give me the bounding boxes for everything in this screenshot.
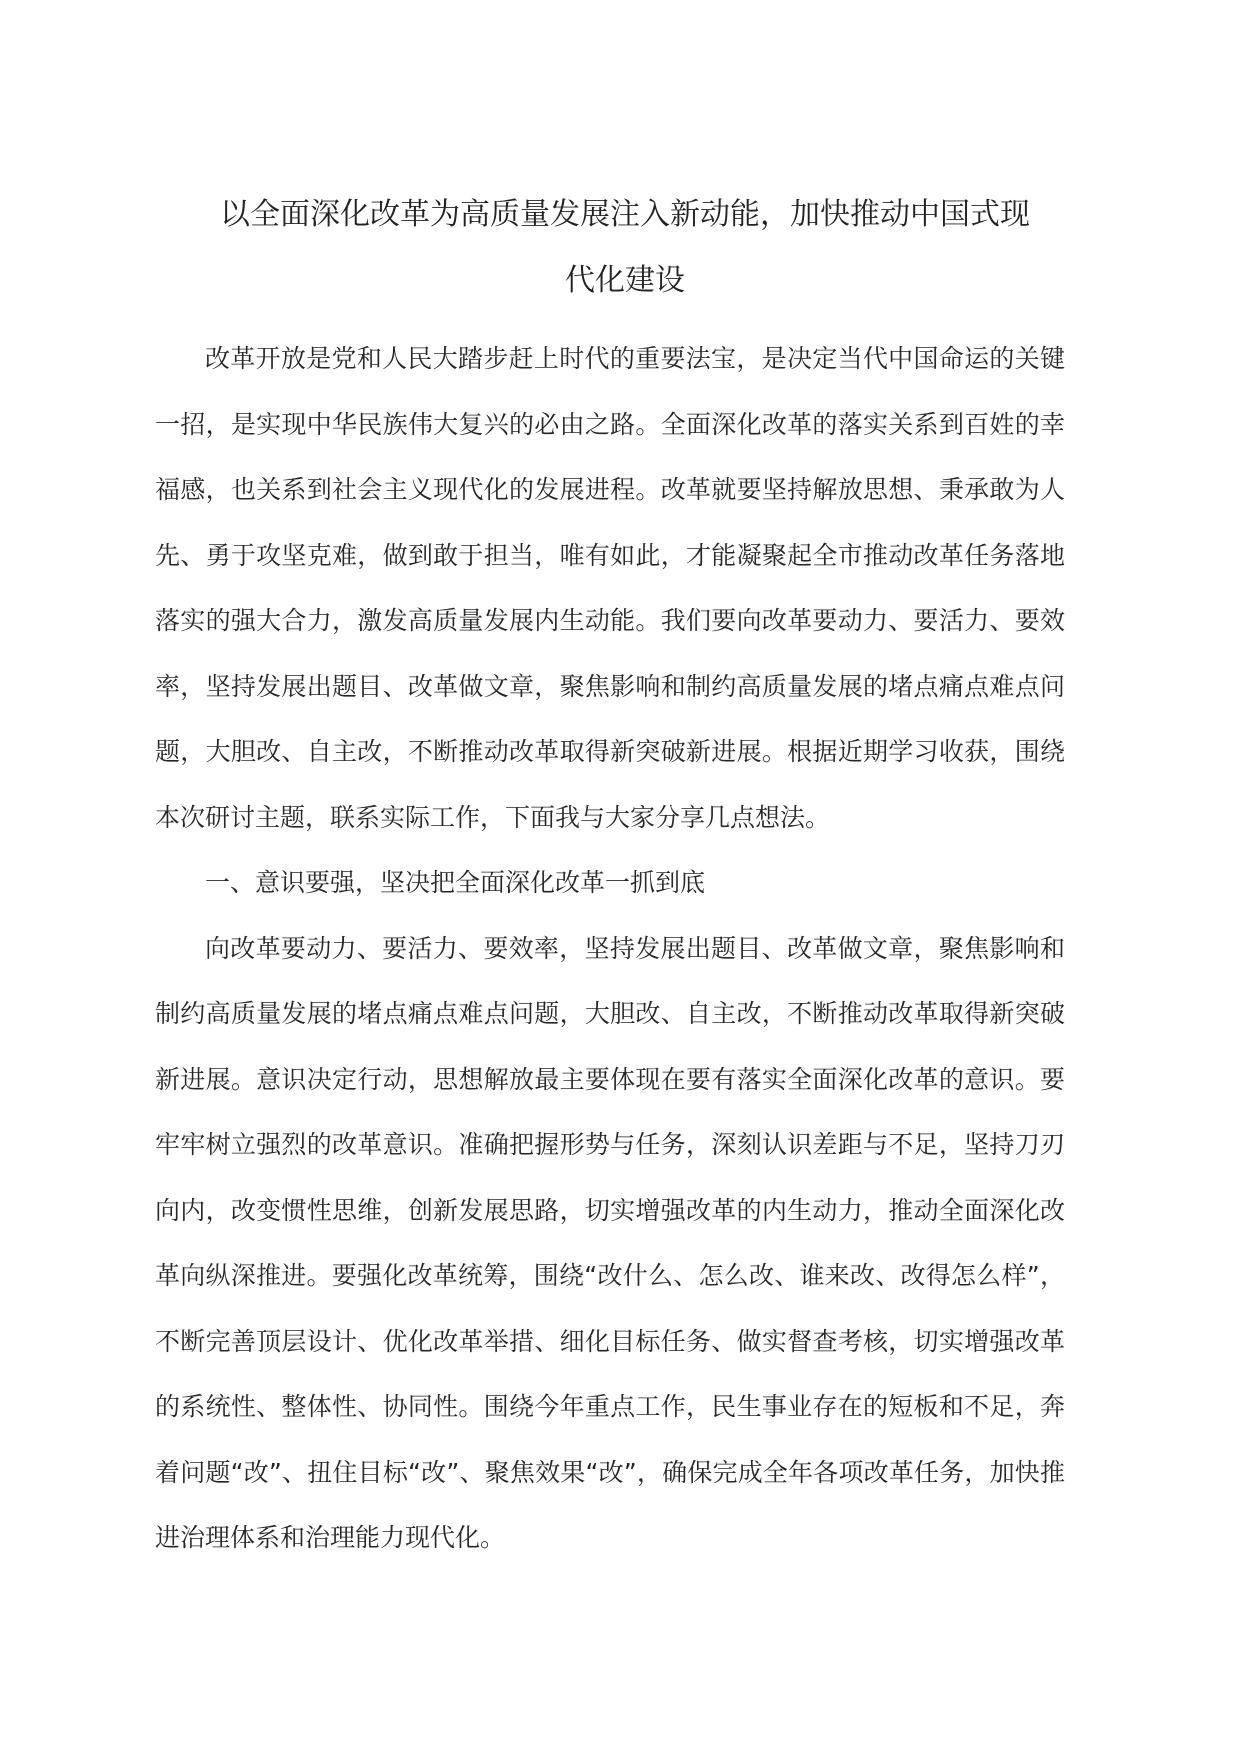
title-line-2: 代化建设 xyxy=(565,263,685,298)
intro-paragraph: 改革开放是党和人民大踏步赶上时代的重要法宝，是决定当代中国命运的关键一招，是实现中华民族伟大复兴的必由之路。全面深化改革的落实关系到百姓的幸福感，也关系到社会主义现代化的发展进程。改革就要坚持解放思想、秉承敢为人先、勇于攻坚克难，做到敢于担当，唯有如此，才能凝聚起全市推动改革任务落地落实的强大合力，激发高质量发展内生动能。我们要向改革要动力、要活力、要效率，坚持发展出题目、改革做文章，聚焦影响和制约高质量发展的堵点痛点难点问题，大胆改、自主改，不断推动改革取得新突破新进展。根据近期学习收获，围绕本次研讨主题，联系实际工作，下面我与大家分享几点想法。 xyxy=(155,344,1065,832)
document-title xyxy=(155,182,1095,314)
section-heading: 一、意识要强，坚决把全面深化改革一抓到底 xyxy=(205,868,706,897)
document-body xyxy=(155,326,1065,1571)
title-line-1: 以全面深化改革为高质量发展注入新动能，加快推动中国式现 xyxy=(220,197,1030,232)
section-paragraph: 向改革要动力、要活力、要效率，坚持发展出题目、改革做文章，聚焦影响和制约高质量发展的堵点痛点难点问题，大胆改、自主改，不断推动改革取得新突破新进展。意识决定行动，思想解放最主要体现在要有落实全面深化改革的意识。要牢牢树立强烈的改革意识。准确把握形势与任务，深刻认识差距与不足，坚持刀刃向内，改变惯性思维，创新发展思路，切实增强改革的内生动力，推动全面深化改革向纵深推进。要强化改革统筹，围绕“改什么、怎么改、谁来改、改得怎么样”，不断完善顶层设计、优化改革举措、细化目标任务、做实督查考核，切实增强改革的系统性、整体性、协同性。围绕今年重点工作，民生事业存在的短板和不足，奔着问题“改”、扭住目标“改”、聚焦效果“改”，确保完成全年各项改革任务，加快推进治理体系和治理能力现代化。 xyxy=(155,933,1065,1552)
